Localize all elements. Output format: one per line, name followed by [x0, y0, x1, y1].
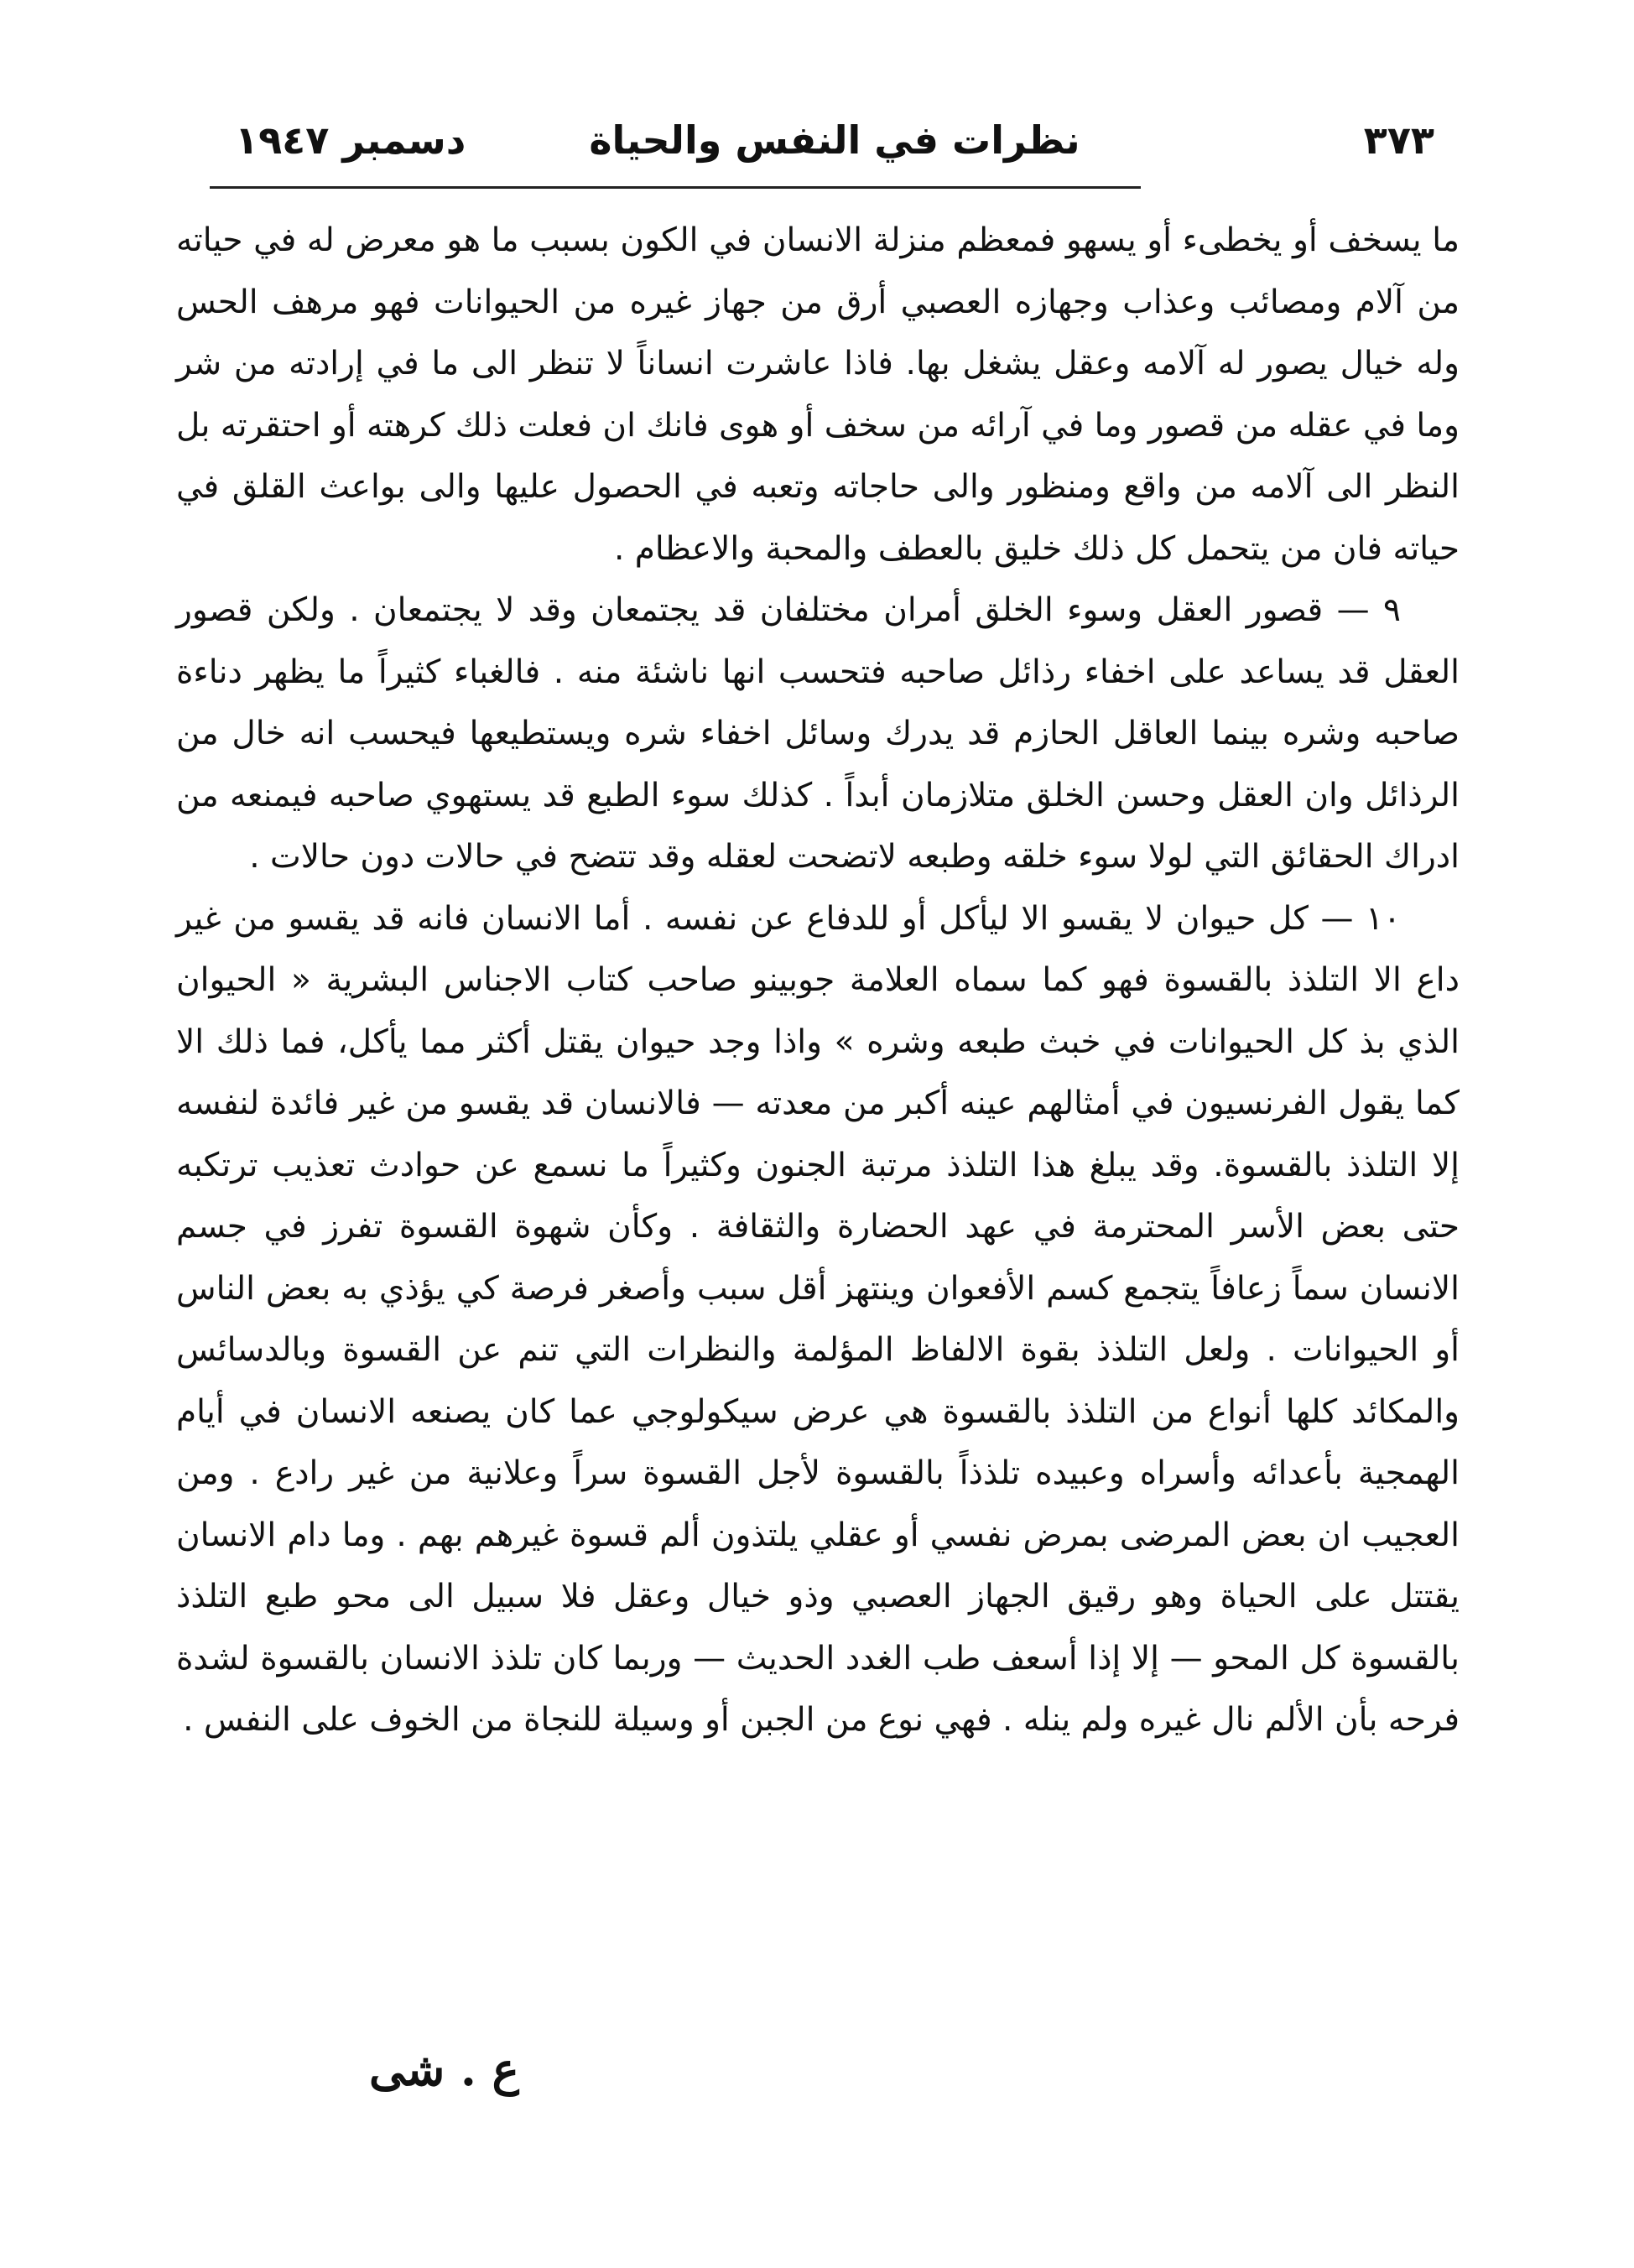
header-rule: [210, 186, 1141, 189]
issue-date: دسمبر ١٩٤٧: [235, 117, 466, 163]
author-signature: ع . شى: [369, 2042, 519, 2096]
paragraph-1: ما يسخف أو يخطىء أو يسهو فمعظم منزلة الانسان في الكون بسبب ما هو معرض له في حياته من آلام ومصائب وعذاب وجهازه العصبي أرق من جهاز غيره من الحيوانات فهو مرهف الحس وله خيال يصور له آلامه وعقل يشغل بها. فاذا عاشرت انساناً لا تنظر الى ما في إرادته من شر وما في عقله من قصور وما في آرائه من سخف أو هوى فانك ان فعلت ذلك كرهته أو احتقرته بل النظر الى آلامه من واقع ومنظور والى حاجاته وتعبه في الحصول عليها والى بواعث القلق في حياته فان من يتحمل كل ذلك خليق بالعطف والمحبة والاعظام .: [176, 221, 1460, 568]
article-body: [176, 210, 1460, 1751]
running-title: نظرات في النفس والحياة: [589, 117, 1080, 163]
paragraph-10: ١٠ — كل حيوان لا يقسو الا ليأكل أو للدفاع عن نفسه . أما الانسان فانه قد يقسو من غير داع الا التلذذ بالقسوة فهو كما سماه العلامة جوبينو صاحب كتاب الاجناس البشرية « الحيوان الذي بذ كل الحيوانات في خبث طبعه وشره » واذا وجد حيوان يقتل أكثر مما يأكل، فما ذلك الا كما يقول الفرنسيون في أمثالهم عينه أكبر من معدته — فالانسان قد يقسو من غير فائدة لنفسه إلا التلذذ بالقسوة. وقد يبلغ هذا التلذذ مرتبة الجنون وكثيراً ما نسمع عن حوادث تعذيب ترتكبه حتى بعض الأسر المحترمة في عهد الحضارة والثقافة . وكأن شهوة القسوة تفرز في جسم الانسان سماً زعافاً يتجمع كسم الأفعوان وينتهز أقل سبب وأصغر فرصة كي يؤذي به بعض الناس أو الحيوانات . ولعل التلذذ بقوة الالفاظ المؤلمة والنظرات التي تنم عن القسوة وبالدسائس والمكائد كلها أنواع من التلذذ بالقسوة هي عرض سيكولوجي عما كان يصنعه الانسان في أيام الهمجية بأعدائه وأسراه وعبيده تلذذاً بالقسوة لأجل القسوة سراً وعلانية من غير رادع . ومن العجيب ان بعض المرضى بمرض نفسي أو عقلي يلتذون ألم قسوة غيرهم بهم . وما دام الانسان يقتتل على الحياة وهو رقيق الجهاز العصبي وذو خيال وعقل فلا سبيل الى محو طبع التلذذ بالقسوة كل المحو — إلا إذا أسعف طب الغدد الحديث — وربما كان تلذذ الانسان بالقسوة لشدة فرحه بأن الألم نال غيره ولم ينله . فهي نوع من الجبن أو وسيلة للنجاة من الخوف على النفس .: [176, 899, 1460, 1739]
page-header: [235, 117, 1434, 176]
page-number: ٣٧٣: [1363, 117, 1434, 163]
paragraph-9: ٩ — قصور العقل وسوء الخلق أمران مختلفان قد يجتمعان وقد لا يجتمعان . ولكن قصور العقل قد يساعد على اخفاء رذائل صاحبه فتحسب انها ناشئة منه . فالغباء كثيراً ما يظهر دناءة صاحبه وشره بينما العاقل الحازم قد يدرك وسائل اخفاء شره ويستطيعها فيحسب انه خال من الرذائل وان العقل وحسن الخلق متلازمان أبداً . كذلك سوء الطبع قد يستهوي صاحبه فيمنعه من ادراك الحقائق التي لولا سوء خلقه وطبعه لاتضحت لعقله وقد تتضح في حالات دون حالات .: [176, 591, 1460, 876]
